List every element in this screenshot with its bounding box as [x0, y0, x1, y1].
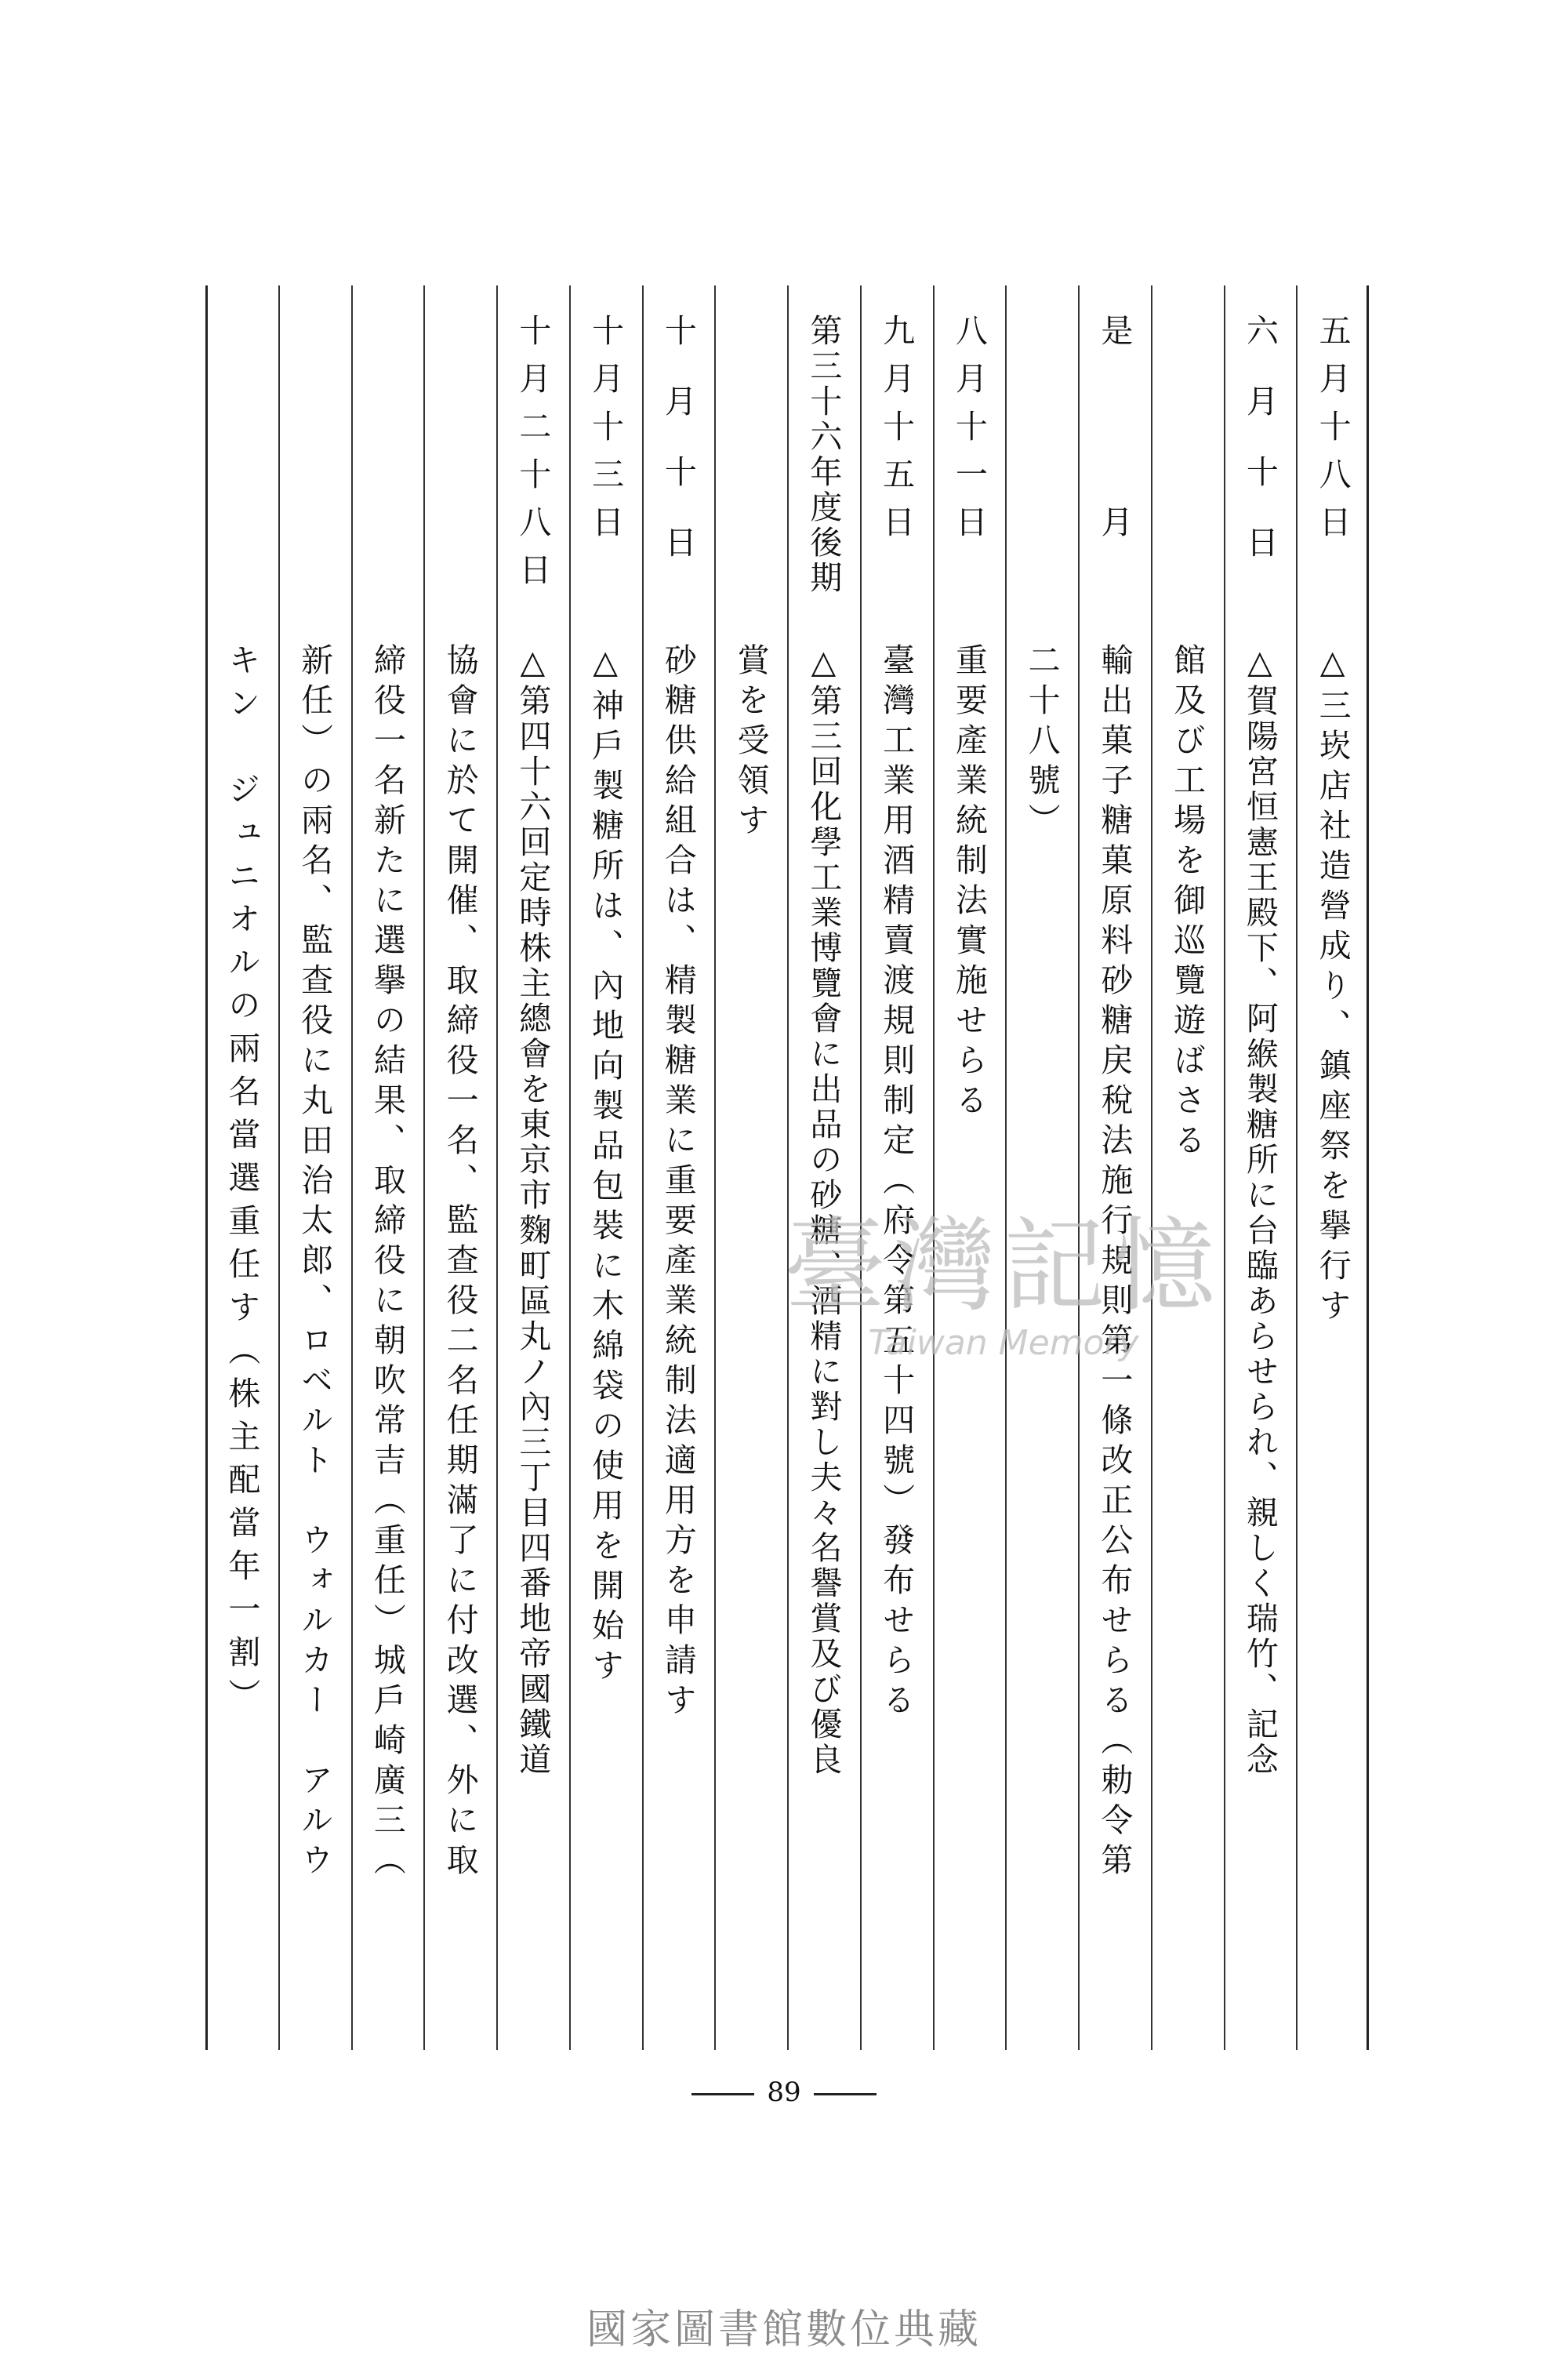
entry-date: 九月十五日	[877, 314, 916, 553]
column	[1007, 314, 1077, 2039]
column	[861, 314, 931, 2039]
entry-text: 輸出菓子糖菓原料砂糖戻稅法施行規則第一條改正公布せらる（勅令第	[1095, 643, 1134, 1883]
folio-dash-right	[814, 2093, 877, 2095]
column	[934, 314, 1004, 2039]
column	[1225, 314, 1295, 2039]
column	[352, 314, 423, 2039]
entry-text: △第三回化學工業博覽會に出品の砂糖、酒精に對し夫々名譽賞及び優良	[804, 643, 843, 1778]
watermark-chinese: 臺灣記憶	[784, 1206, 1224, 1325]
column	[570, 314, 641, 2039]
folio-dash-left	[691, 2093, 754, 2095]
entry-text: △神戶製糖所は、內地向製品包裝に木綿袋の使用を開始す	[586, 643, 625, 1688]
entry-date: 八月十一日	[949, 314, 988, 553]
watermark	[784, 1184, 1223, 1363]
column	[1152, 314, 1222, 2039]
entry-date: 五月十八日	[1313, 314, 1352, 553]
entry-date: 十月十三日	[586, 314, 625, 553]
column	[497, 314, 568, 2039]
column	[279, 314, 350, 2039]
column	[788, 314, 858, 2039]
entry-date: 十月二十八日	[514, 314, 552, 601]
entry-text: 砂糖供給組合は、精製糖業に重要產業統制法適用方を申請す	[659, 643, 697, 1723]
entry-text: 新任）の兩名、監查役に丸田治太郎、ロベルト ウォルカー アルウ	[296, 643, 334, 1883]
entry-text: △第四十六回定時株主總會を東京市麴町區丸ノ內三丁目四番地帝國鐵道	[514, 643, 552, 1778]
entry-date: 十 月 十 日	[659, 314, 697, 561]
column	[1298, 314, 1368, 2039]
column	[716, 314, 786, 2039]
entry-text: 館及び工場を御巡覽遊ばさる	[1168, 643, 1207, 1163]
entry-date: 六 月 十 日	[1240, 314, 1279, 561]
column	[643, 314, 713, 2039]
entry-text: 二十八號）	[1022, 643, 1061, 843]
watermark-english: Taiwan Memory	[868, 1323, 1139, 1363]
entry-text: 締役一名新たに選擧の結果、取締役に朝吹常吉（重任）城戶崎廣三（	[368, 643, 406, 1883]
library-footer: 國家圖書館數位典藏	[586, 2306, 982, 2353]
entry-text: 臺灣工業用酒精賣渡規則制定（府令第五十四號）發布せらる	[877, 643, 916, 1723]
entry-text: △三崁店社造營成り、鎮座祭を擧行す	[1313, 643, 1352, 1328]
entry-date: 是 月	[1095, 314, 1134, 553]
page-number-text: 89	[767, 2077, 801, 2108]
column	[1079, 314, 1149, 2039]
entry-text: 重要產業統制法實施せらる	[949, 643, 988, 1123]
entry-text: キン ジュニオルの兩名當選重任す（株主配當年一割）	[223, 643, 261, 1721]
entry-text: 協會に於て開催、取締役一名、監查役二名任期滿了に付改選、外に取	[441, 643, 479, 1883]
column	[206, 314, 277, 2039]
page-number	[0, 2077, 1568, 2108]
entry-date: 第三十六年度後期	[804, 314, 843, 596]
column	[425, 314, 495, 2039]
entry-text: 賞を受領す	[731, 643, 770, 843]
entry-text: △賀陽宮恒憲王殿下、阿緱製糖所に台臨あらせられ、親しく瑞竹、記念	[1240, 643, 1279, 1778]
